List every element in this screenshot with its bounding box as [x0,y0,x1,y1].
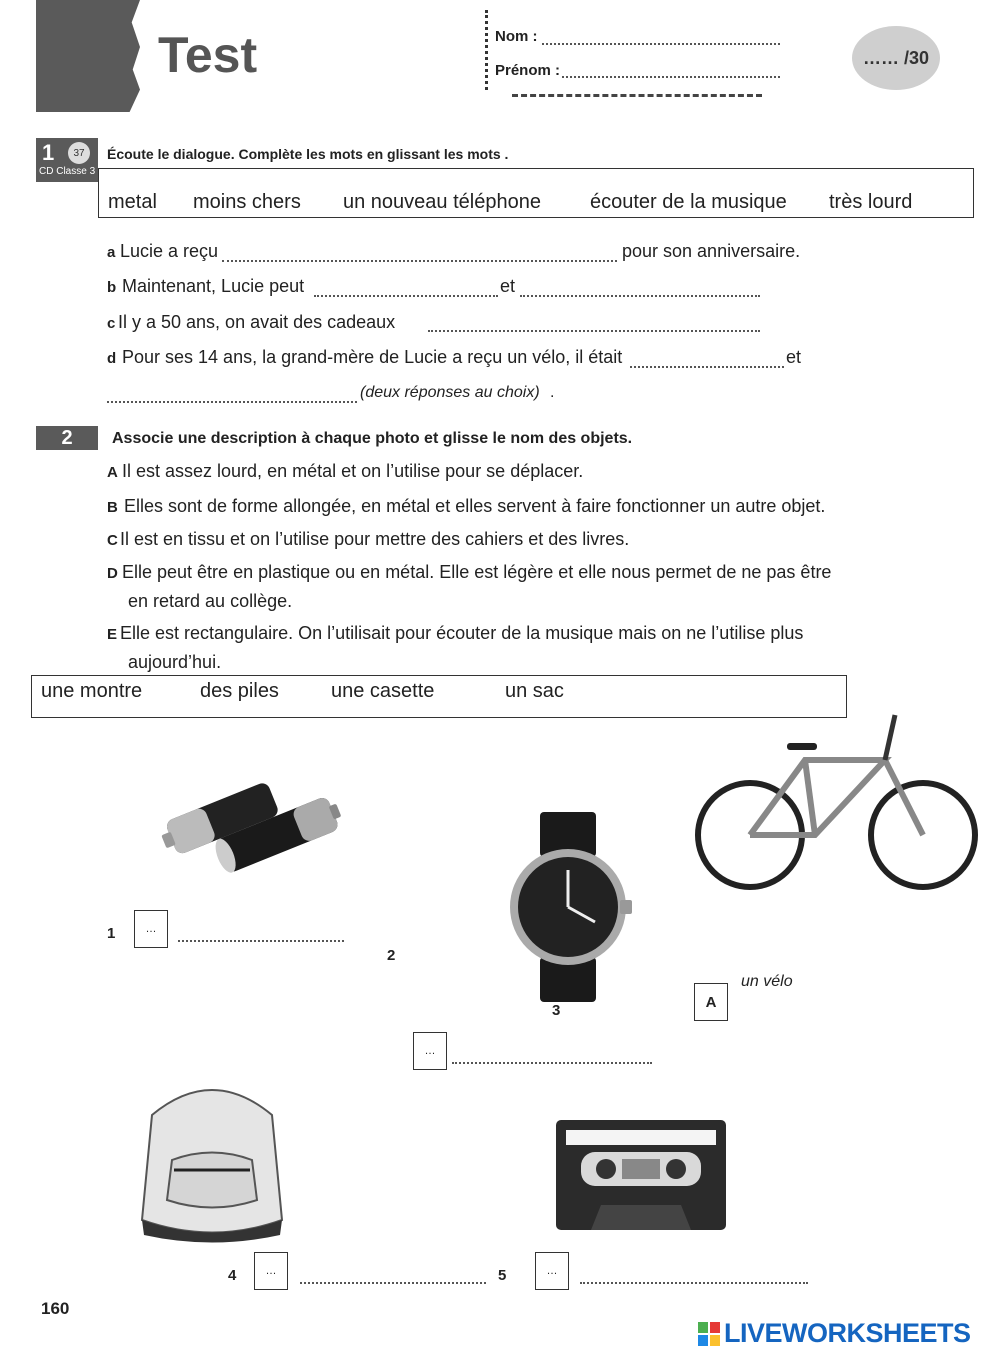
desc-d-letter: D [107,565,118,582]
word-tres-lourd[interactable]: très lourd [829,191,913,213]
exercise2-instruction: Associe une description à chaque photo et glisse le nom des objets. [112,430,633,447]
photo-3-answer-box[interactable]: … [413,1032,447,1070]
exercise1-word-bank [98,168,974,218]
exercise1-badge [36,138,98,182]
photo-5-answer-box[interactable]: … [535,1252,569,1290]
item-b-letter: b [107,279,117,296]
item-d-note: (deux réponses au choix) [360,384,540,401]
liveworksheets-logo-icon [698,1322,720,1346]
exercise2-number: 2 [61,426,73,449]
nom-label: Nom : [495,28,538,45]
photo-5-number: 5 [498,1267,507,1284]
desc-d-text-2: en retard au collège. [128,591,293,611]
bicycle-answer-box[interactable]: A [694,983,728,1021]
desc-a-text: Il est assez lourd, en métal et on l’utilise pour se déplacer. [122,461,584,481]
item-c-answer[interactable] [428,330,760,332]
header-decoration [36,0,140,112]
word-nouveau-telephone[interactable]: un nouveau téléphone [343,191,541,213]
photo-1-answer-box[interactable]: … [134,910,168,948]
photo-2-number: 2 [387,947,396,964]
word-un-sac[interactable]: un sac [505,680,564,702]
watch-image [500,812,640,1002]
cd-track: 37 [73,147,85,159]
liveworksheets-brand: LIVEWORKSHEETS [724,1318,971,1348]
item-b-answer-1[interactable] [314,295,498,297]
item-d-text: Pour ses 14 ans, la grand-mère de Lucie a reçu un vélo, il était [122,347,623,367]
bicycle-answer-text: un vélo [741,973,793,990]
photo-4-answer-box[interactable]: … [254,1252,288,1290]
page-title: Test [158,27,258,83]
item-d-after: et [786,347,802,367]
dashed-divider [512,94,762,97]
photo-3-number: 3 [552,1002,561,1019]
item-c-letter: c [107,315,116,332]
backpack-image [122,1075,302,1245]
word-metal[interactable]: metal [108,191,157,213]
name-section-border [485,10,491,90]
cassette-image [556,1120,726,1230]
word-une-montre[interactable]: une montre [41,680,143,702]
prenom-label: Prénom : [495,62,561,79]
photo-4-answer-line[interactable] [300,1282,486,1284]
exercise1-number: 1 [42,140,55,165]
bicycle-image [695,705,980,900]
word-des-piles[interactable]: des piles [200,680,279,702]
photo-1-answer-line[interactable] [178,940,344,942]
desc-e-text-2: aujourd’hui. [128,652,222,672]
score-badge: …… /30 [852,26,940,90]
exercise2-badge [36,426,98,450]
desc-c-letter: C [107,532,118,549]
item-d-letter: d [107,350,117,367]
prenom-field[interactable] [562,76,780,78]
photo-4-number: 4 [228,1267,237,1284]
batteries-image [150,760,350,880]
cd-label: CD Classe 3 [39,166,96,177]
item-a-text: Lucie a reçu [120,241,219,261]
desc-a-letter: A [107,464,118,481]
item-b-answer-2[interactable] [520,295,760,297]
desc-b-text: Elles sont de forme allongée, en métal et elles servent à faire fonctionner un autre objet. [124,496,826,516]
item-c-text: Il y a 50 ans, on avait des cadeaux [118,312,396,332]
item-a-answer[interactable] [222,260,617,262]
desc-b-letter: B [107,499,118,516]
desc-d-text: Elle peut être en plastique ou en métal. Elle est légère et elle nous permet de ne pas être [122,562,832,582]
exercise1-instruction: Écoute le dialogue. Complète les mots en glissant les mots . [107,146,509,162]
photo-5-answer-line[interactable] [580,1282,808,1284]
item-a-after: pour son anniversaire. [622,241,801,261]
word-ecouter-musique[interactable]: écouter de la musique [590,191,787,213]
photo-3-answer-line[interactable] [452,1062,652,1064]
desc-e-letter: E [107,626,118,643]
item-b-text: Maintenant, Lucie peut [122,276,305,296]
cd-icon [68,142,90,164]
word-moins-chers[interactable]: moins chers [193,191,301,213]
nom-field[interactable] [542,43,780,45]
item-d-answer-1[interactable] [630,366,784,368]
item-b-middle: et [500,276,516,296]
desc-e-text: Elle est rectangulaire. On l’utilisait pour écouter de la musique mais on ne l’utilise plus [120,623,804,643]
photo-1-number: 1 [107,925,116,942]
item-a-letter: a [107,244,116,261]
item-d-period: . [550,384,555,401]
word-une-casette[interactable]: une casette [331,680,435,702]
item-d-answer-2[interactable] [107,401,357,403]
desc-c-text: Il est en tissu et on l’utilise pour mettre des cahiers et des livres. [120,529,630,549]
page-number: 160 [41,1299,70,1318]
